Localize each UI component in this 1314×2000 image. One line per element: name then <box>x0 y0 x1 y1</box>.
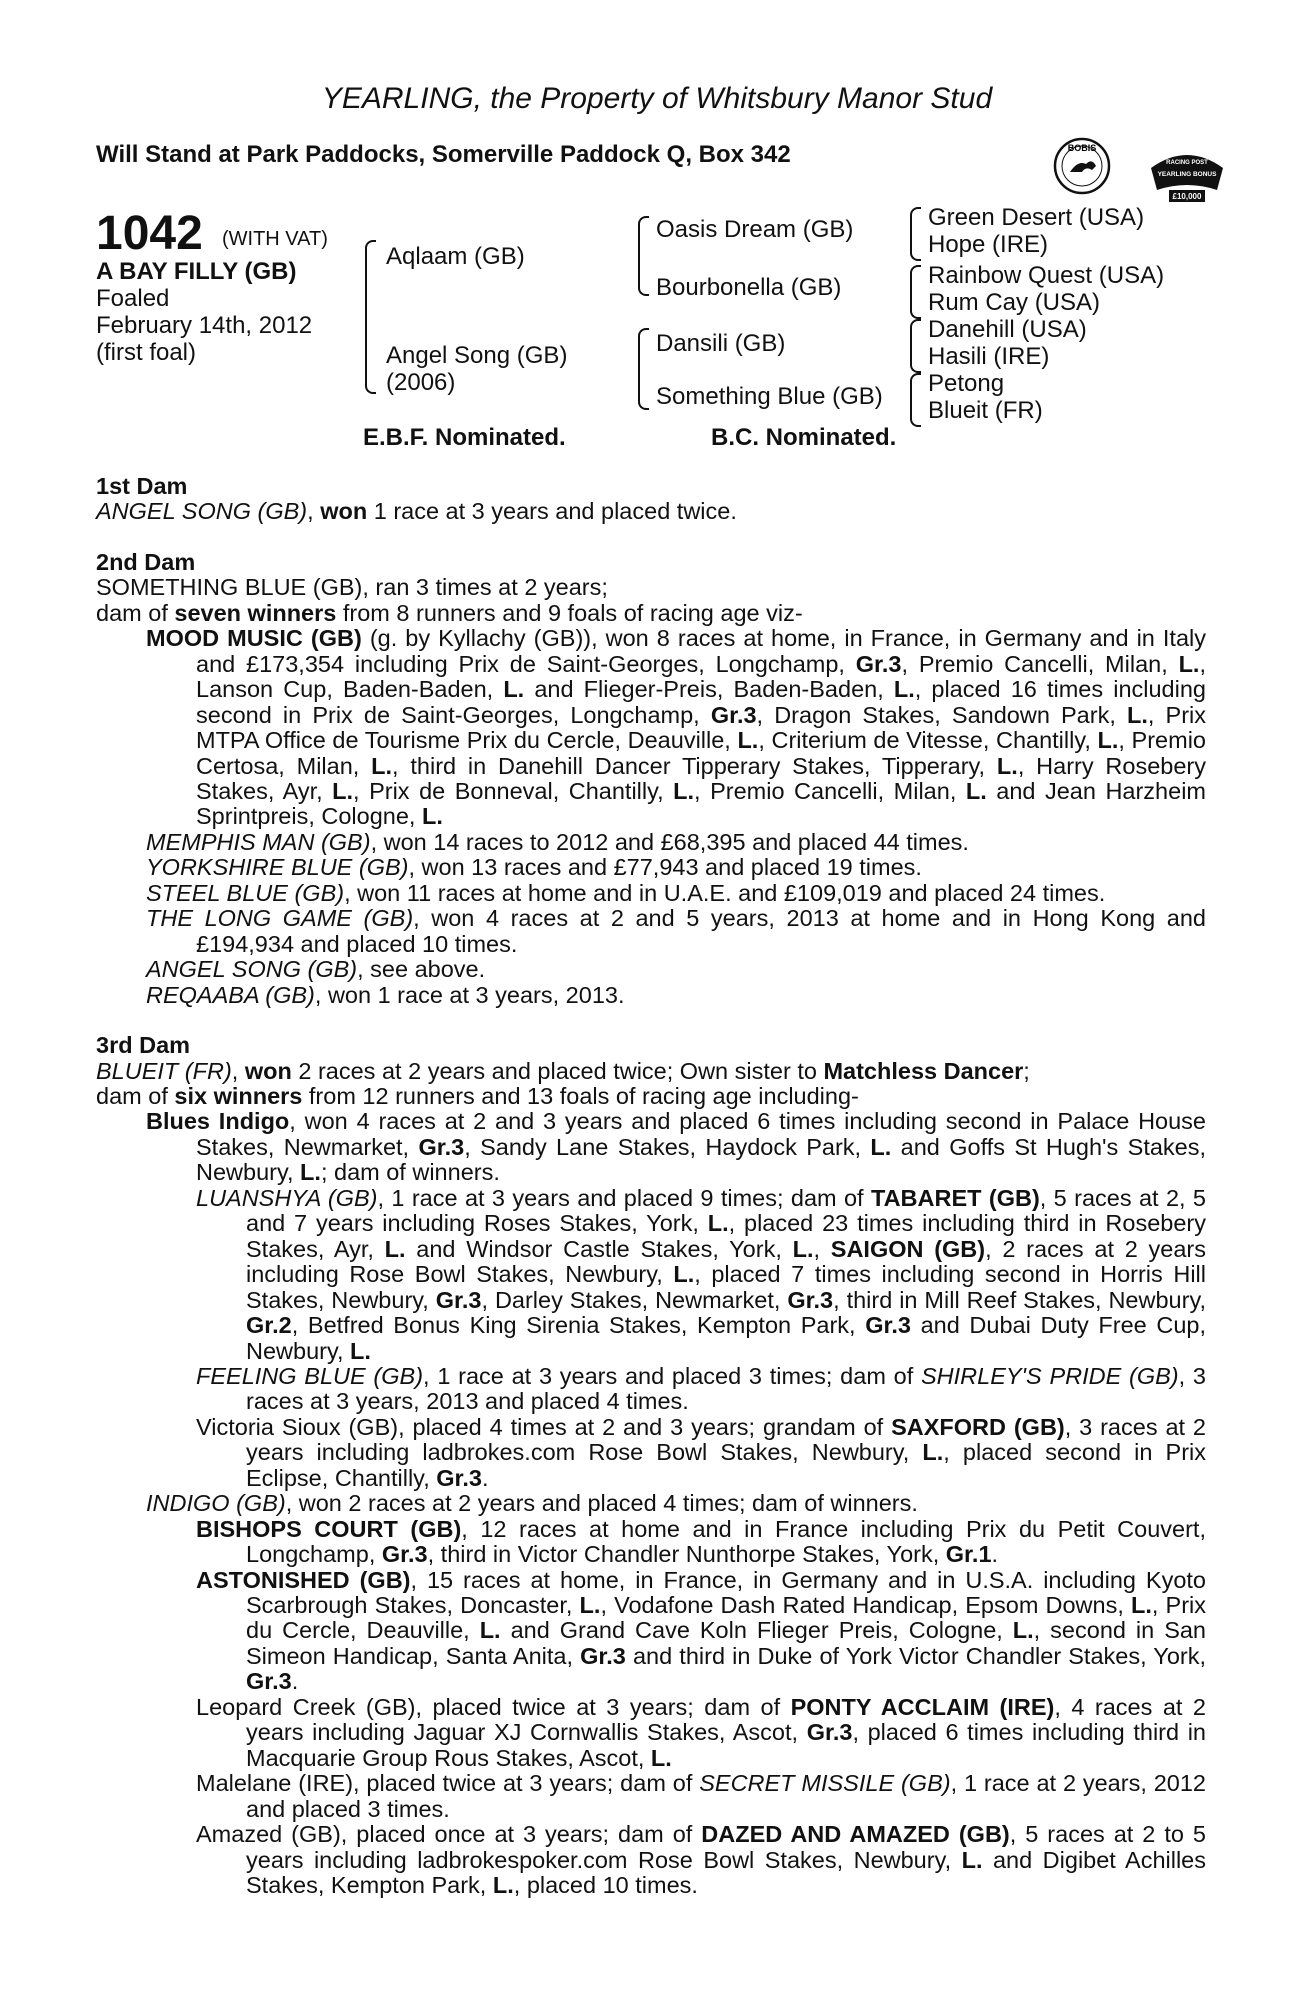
ped-sire-sire: Oasis Dream (GB) <box>656 216 854 243</box>
ped-g6: Hasili (IRE) <box>928 343 1050 370</box>
list-item: MEMPHIS MAN (GB), won 14 races to 2012 and £68,395 and placed 44 times. <box>146 828 969 855</box>
ped-g4: Rum Cay (USA) <box>928 289 1101 316</box>
ped-dam-year: (2006) <box>386 369 456 396</box>
third-dam-dam-of: dam of <box>96 1082 175 1109</box>
yearling-bonus-logo <box>1147 146 1227 204</box>
second-dam-line: SOMETHING BLUE (GB), ran 3 times at 2 years; <box>96 574 608 601</box>
pedigree-brace <box>638 328 649 410</box>
ped-g1: Green Desert (USA) <box>928 204 1145 231</box>
list-item: ANGEL SONG (GB), see above. <box>146 956 486 983</box>
lot-name: A BAY FILLY (GB) <box>96 258 297 285</box>
list-item: FEELING BLUE (GB), 1 race at 3 years and placed 3 times; dam of SHIRLEY'S PRIDE (GB), 3 races at 3 years, 2013 and placed 4 times. <box>196 1362 1206 1415</box>
lot-description <box>96 258 312 366</box>
first-dam-text: 1 race at 3 years and placed twice. <box>367 498 737 525</box>
ped-g7: Petong <box>928 370 1005 397</box>
list-item: LUANSHYA (GB), 1 race at 3 years and placed 9 times; dam of TABARET (GB), 5 races at 2, 5 and 7 years including Roses Stakes, York, L., placed 23 times including third in Rosebery Stakes, Ayr, L. and Windsor Castle Stakes, York, L., SAIGON (GB), 2 races at 2 years including Rose Bowl Stakes, Newbury, L., placed 7 times including second in Horris Hill Stakes, Newbury, Gr.3, Darley Stakes, Newmarket, Gr.3, third in Mill Reef Stakes, Newbury, Gr.2, Betfred Bonus King Sirenia Stakes, Kempton Park, Gr.3 and Dubai Duty Free Cup, Newbury, L. <box>196 1184 1206 1364</box>
third-dam-name: BLUEIT (FR) <box>96 1057 232 1084</box>
third-dam-text: ; <box>1023 1057 1030 1084</box>
bobis-logo <box>1052 136 1112 196</box>
third-dam-text: from 12 runners and 13 foals of racing age including- <box>302 1082 859 1109</box>
page-title: YEARLING, the Property of Whitsbury Manor Stud <box>321 82 993 115</box>
list-item: INDIGO (GB), won 2 races at 2 years and placed 4 times; dam of winners. <box>146 1490 918 1517</box>
second-dam-winners: seven winners <box>174 599 337 626</box>
third-dam-line: BLUEIT (FR), won 2 races at 2 years and placed twice; Own sister to Matchless Dancer; <box>96 1057 1030 1084</box>
ped-sire-dam: Bourbonella (GB) <box>656 274 842 301</box>
lot-vat: (WITH VAT) <box>222 228 328 250</box>
second-dam-produce-line <box>96 601 1206 626</box>
pedigree-brace <box>638 216 649 296</box>
catalogue-body <box>96 474 1206 1898</box>
list-item: YORKSHIRE BLUE (GB), won 13 races and £77,943 and placed 19 times. <box>146 854 922 881</box>
bobis-text: BOBIS <box>1067 143 1097 153</box>
ped-dam-dam: Something Blue (GB) <box>656 383 883 410</box>
bonus-top-text: RACING POST <box>1166 160 1208 166</box>
list-item: BISHOPS COURT (GB), 12 races at home and in France including Prix du Petit Couvert, Longchamp, Gr.3, third in Victor Chandler Nunthorpe Stakes, York, Gr.1. <box>196 1515 1206 1568</box>
bonus-mid-text: YEARLING BONUS <box>1157 171 1217 178</box>
pedigree-brace <box>910 207 921 261</box>
third-dam-produce-line <box>96 1084 1206 1109</box>
lot-number: 1042 <box>96 207 203 260</box>
first-dam-won: won <box>320 498 368 525</box>
third-dam-won: won <box>244 1057 292 1084</box>
stand-location: Will Stand at Park Paddocks, Somerville Paddock Q, Box 342 <box>96 141 791 168</box>
list-item: ASTONISHED (GB), 15 races at home, in France, in Germany and in U.S.A. including Kyoto Scarbrough Stakes, Doncaster, L., Vodafone Dash Rated Handicap, Epsom Downs, L., Prix du Cercle, Deauville, L. and Grand Cave Koln Flieger Preis, Cologne, L., second in San Simeon Handicap, Santa Anita, Gr.3 and third in Duke of York Victor Chandler Stakes, York, Gr.3. <box>196 1566 1207 1695</box>
list-item: Victoria Sioux (GB), placed 4 times at 2 and 3 years; grandam of SAXFORD (GB), 3 races at 2 years including ladbrokes.com Rose Bowl Stakes, Newbury, L., placed second in Prix Eclipse, Chantilly, Gr.3. <box>196 1413 1207 1491</box>
pedigree-brace <box>910 373 921 427</box>
ped-g5: Danehill (USA) <box>928 316 1087 343</box>
first-dam-line: ANGEL SONG (GB), won 1 race at 3 years and placed twice. <box>96 498 737 525</box>
ped-dam: Angel Song (GB) <box>386 342 568 369</box>
third-dam-heading: 3rd Dam <box>96 1032 191 1059</box>
list-item: THE LONG GAME (GB), won 4 races at 2 and 5 years, 2013 at home and in Hong Kong and £194,934 and placed 10 times. <box>146 905 1206 957</box>
ebf-nominated: E.B.F. Nominated. <box>363 424 566 451</box>
second-dam-dam-of: dam of <box>96 599 175 626</box>
ped-g8: Blueit (FR) <box>928 397 1043 424</box>
pedigree-brace <box>910 319 921 373</box>
bonus-amount-text: £10,000 <box>1172 192 1202 201</box>
pedigree-brace <box>910 265 921 319</box>
ped-g3: Rainbow Quest (USA) <box>928 262 1165 289</box>
ped-g2: Hope (IRE) <box>928 231 1049 258</box>
first-dam-name: ANGEL SONG (GB) <box>96 498 308 525</box>
list-item: Amazed (GB), placed once at 3 years; dam of DAZED AND AMAZED (GB), 5 races at 2 to 5 years including ladbrokespoker.com Rose Bowl Stakes, Newbury, L. and Digibet Achilles Stakes, Kempton Park, L., placed 10 times. <box>196 1821 1206 1899</box>
third-dam-sister: Matchless Dancer <box>823 1057 1024 1084</box>
second-dam-viz: from 8 runners and 9 foals of racing age viz- <box>336 599 803 626</box>
bc-nominated: B.C. Nominated. <box>711 424 897 451</box>
list-item: STEEL BLUE (GB), won 11 races at home and in U.A.E. and £109,019 and placed 24 times. <box>146 879 1106 906</box>
list-item: MOOD MUSIC (GB) (g. by Kyllachy (GB)), won 8 races at home, in France, in Germany and in Italy and £173,354 including Prix de Saint-Georges, Longchamp, Gr.3, Premio Cancelli, Milan, L., Lanson Cup, Baden-Baden, L. and Flieger-Preis, Baden-Baden, L., placed 16 times including second in Prix de Saint-Georges, Longchamp, Gr.3, Dragon Stakes, Sandown Park, L., Prix MTPA Office de Tourisme Prix du Cercle, Deauville, L., Criterium de Vitesse, Chantilly, L., Premio Certosa, Milan, L., third in Danehill Dancer Tipperary Stakes, Tipperary, L., Harry Rosebery Stakes, Ayr, L., Prix de Bonneval, Chantilly, L., Premio Cancelli, Milan, L. and Jean Harzheim Sprintpreis, Cologne, L. <box>146 625 1207 830</box>
third-dam-winners: six winners <box>174 1082 303 1109</box>
list-item: Blues Indigo, won 4 races at 2 and 3 years and placed 6 times including second in Palace House Stakes, Newmarket, Gr.3, Sandy Lane Stakes, Haydock Park, L. and Goffs St Hugh's Stakes, Newbury, L.; dam of winners. <box>146 1108 1207 1186</box>
lot-foaled: Foaled <box>96 285 170 312</box>
pedigree-brace <box>365 240 376 394</box>
first-dam-heading: 1st Dam <box>96 473 188 499</box>
list-item: Malelane (IRE), placed twice at 3 years; dam of SECRET MISSILE (GB), 1 race at 2 years, 2012 and placed 3 times. <box>196 1770 1206 1822</box>
list-item: REQAABA (GB), won 1 race at 3 years, 2013. <box>146 981 625 1008</box>
second-dam-heading: 2nd Dam <box>96 548 196 575</box>
ped-dam-sire: Dansili (GB) <box>656 330 786 357</box>
list-item: Leopard Creek (GB), placed twice at 3 years; dam of PONTY ACCLAIM (IRE), 4 races at 2 years including Jaguar XJ Cornwallis Stakes, Ascot, Gr.3, placed 6 times including third in Macquarie Group Rous Stakes, Ascot, L. <box>196 1693 1206 1771</box>
third-dam-text: 2 races at 2 years and placed twice; Own sister to <box>291 1057 824 1084</box>
lot-foal-date: February 14th, 2012 <box>96 312 313 339</box>
lot-note: (first foal) <box>96 339 197 366</box>
ped-sire: Aqlaam (GB) <box>386 243 525 270</box>
